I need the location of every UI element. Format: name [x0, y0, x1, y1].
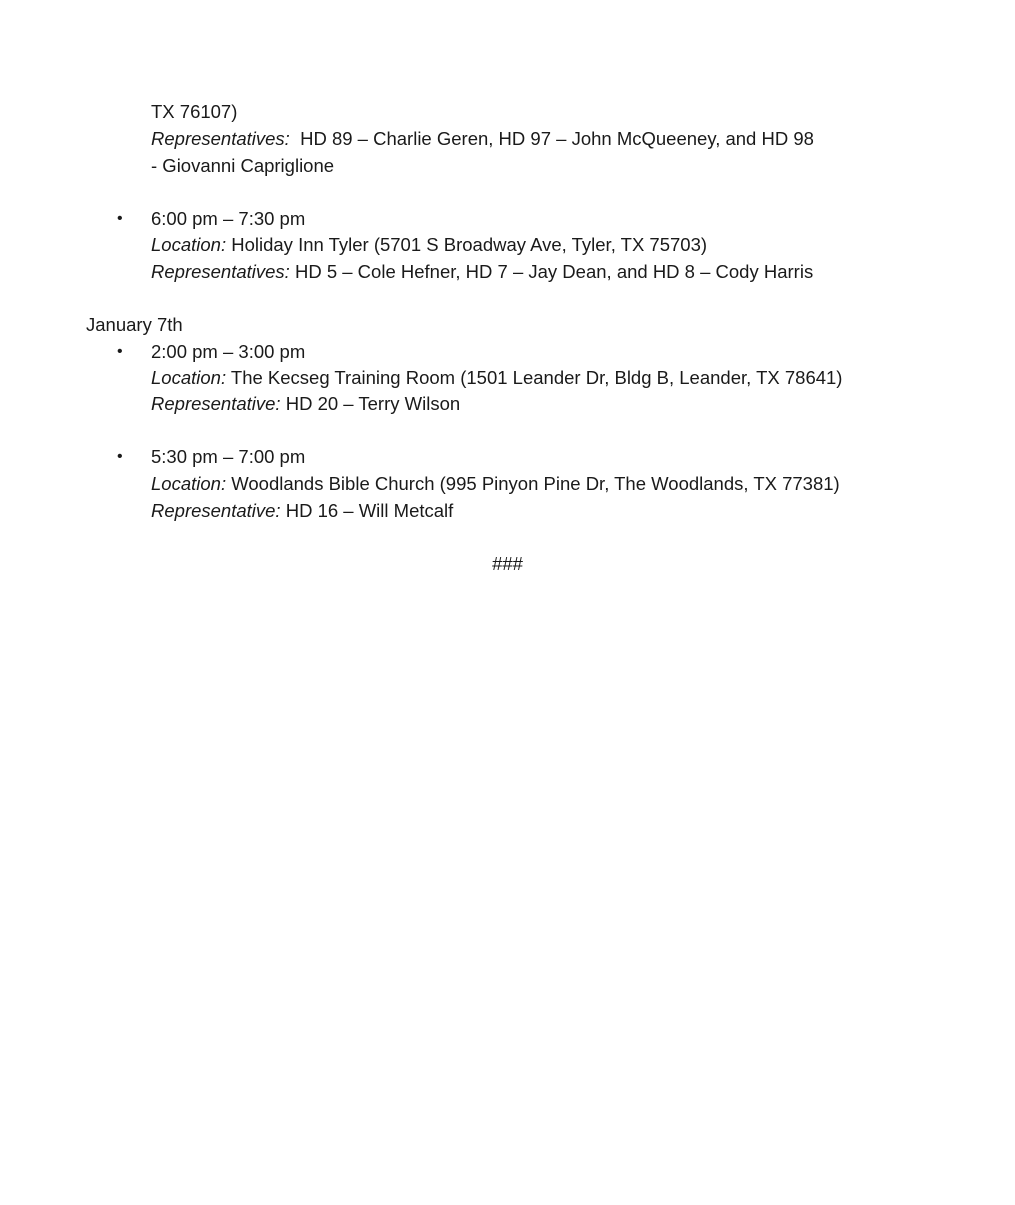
location-label: Location: [151, 367, 227, 388]
event-time: 6:00 pm – 7:30 pm [151, 208, 306, 229]
representatives-label: Representatives: [151, 128, 290, 149]
end-marker: ### [492, 553, 523, 574]
event-location [151, 471, 840, 497]
representatives-list: HD 89 – Charlie Geren, HD 97 – John McQueeney, and HD 98 [300, 128, 814, 149]
location-value: Holiday Inn Tyler (5701 S Broadway Ave, Tyler, TX 75703) [231, 234, 708, 255]
event-location [151, 232, 707, 258]
event-time: 5:30 pm – 7:00 pm [151, 446, 306, 467]
bullet-icon: • [117, 343, 123, 360]
representatives-continuation: - Giovanni Capriglione [151, 155, 335, 176]
event-representatives [151, 498, 453, 524]
representative-label: Representative: [151, 393, 281, 414]
address-tail: TX 76107) [151, 101, 238, 122]
representatives-label: Representatives: [151, 261, 290, 282]
bullet-icon: • [117, 210, 123, 227]
representative-value: HD 16 – Will Metcalf [285, 500, 454, 521]
date-heading: January 7th [86, 314, 183, 335]
location-value: The Kecseg Training Room (1501 Leander Dr, Bldg B, Leander, TX 78641) [230, 367, 843, 388]
location-label: Location: [151, 234, 227, 255]
representatives-line [151, 126, 814, 152]
event-representatives [151, 391, 460, 417]
event-time: 2:00 pm – 3:00 pm [151, 341, 306, 362]
location-value: Woodlands Bible Church (995 Pinyon Pine Dr, The Woodlands, TX 77381) [231, 473, 840, 494]
event-representatives [151, 259, 813, 285]
event-location [151, 365, 842, 391]
representatives-value: HD 5 – Cole Hefner, HD 7 – Jay Dean, and HD 8 – Cody Harris [294, 261, 814, 282]
location-label: Location: [151, 473, 227, 494]
representative-value: HD 20 – Terry Wilson [285, 393, 461, 414]
representative-label: Representative: [151, 500, 281, 521]
bullet-icon: • [117, 448, 123, 465]
